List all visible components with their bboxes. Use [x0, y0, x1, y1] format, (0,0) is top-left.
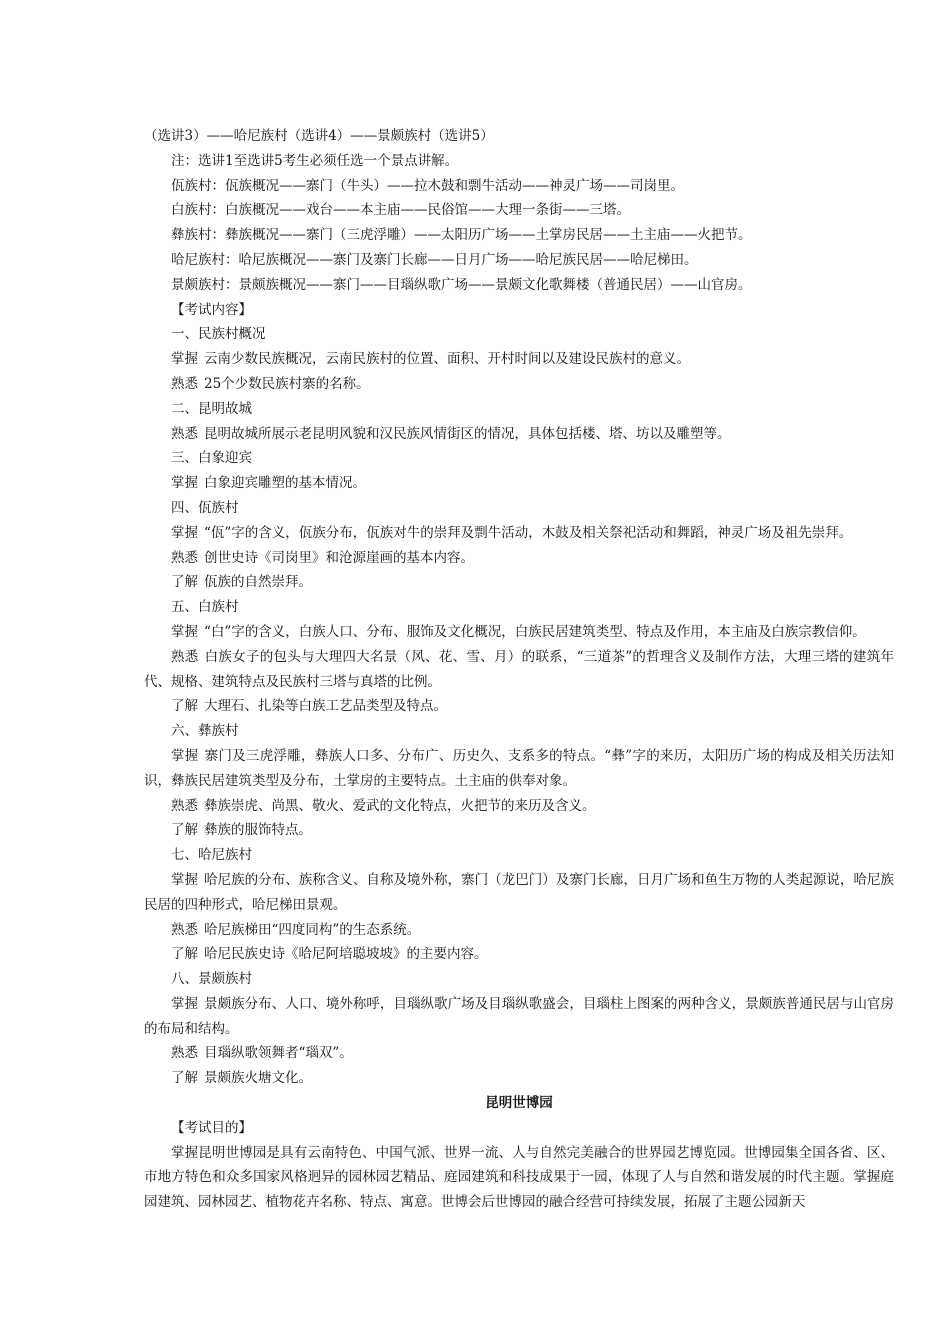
requirement-text: 创世史诗《司岗里》和沧源崖画的基本内容。	[204, 549, 474, 566]
requirement-paragraph	[144, 694, 894, 719]
level-term: 熟悉	[171, 797, 198, 814]
requirement-text: 昆明故城所展示老昆明风貌和汉民族风情街区的情况，具体包括楼、塔、坊以及雕塑等。	[204, 425, 731, 442]
requirement-text: 寨门及三虎浮雕，彝族人口多、分布广、历史久、支系多的特点。“彝”字的来历，太阳历广场的构成及相关历法知识，彝族民居建筑类型及分布，土掌房的主要特点。土主庙的供奉对象。	[144, 747, 895, 789]
section-heading: 八、景颇族村	[171, 971, 252, 988]
requirement-paragraph	[144, 818, 894, 843]
requirement-paragraph	[144, 422, 894, 447]
requirement-paragraph	[144, 744, 894, 794]
requirement-text: 目瑙纵歌领舞者“瑙双”。	[204, 1045, 353, 1062]
requirement-text: 大理石、扎染等白族工艺品类型及特点。	[204, 698, 447, 715]
requirement-text: 云南少数民族概况，云南民族村的位置、面积、开村时间以及建设民族村的意义。	[204, 351, 690, 368]
requirement-text: 哈尼民族史诗《哈尼阿培聪坡坡》的主要内容。	[204, 946, 488, 963]
requirement-paragraph	[144, 471, 894, 496]
requirement-paragraph	[144, 645, 894, 695]
level-term: 掌握	[171, 351, 198, 368]
page-title: 昆明世博园	[485, 1095, 553, 1112]
requirement-text: 哈尼族梯田“四度同构”的生态系统。	[204, 921, 421, 938]
section-heading: 七、哈尼族村	[171, 847, 252, 864]
level-term: 掌握	[171, 747, 199, 764]
requirement-paragraph	[144, 521, 894, 546]
route-hani: 哈尼族村：哈尼族概况——寨门及寨门长廊——日月广场——哈尼族民居——哈尼梯田。	[171, 251, 698, 268]
level-term: 熟悉	[171, 921, 198, 938]
section-heading-exam-goal: 【考试目的】	[171, 1119, 252, 1136]
level-term: 熟悉	[171, 375, 198, 392]
level-term: 掌握	[171, 623, 198, 640]
section-heading: 六、彝族村	[171, 723, 239, 740]
requirement-text: 景颇族火塘文化。	[204, 1070, 312, 1087]
route-yi: 彝族村：彝族概况——寨门（三虎浮雕）——太阳历广场——土掌房民居——土主庙——火把节。	[171, 227, 752, 244]
section-heading-exam-content: 【考试内容】	[171, 301, 252, 318]
requirement-paragraph	[144, 372, 894, 397]
requirement-paragraph	[144, 868, 894, 918]
requirement-text: 哈尼族的分布、族称含义、自称及境外称，寨门（龙巴门）及寨门长廊，日月广场和鱼生万物的人类起源说，哈尼族民居的四种形式，哈尼梯田景观。	[144, 871, 895, 913]
level-term: 了解	[171, 1070, 198, 1087]
requirement-text: 彝族的服饰特点。	[204, 822, 312, 839]
level-term: 掌握	[171, 871, 199, 888]
level-term: 熟悉	[171, 549, 198, 566]
requirement-text: 25个少数民族村寨的名称。	[204, 375, 370, 392]
level-term: 熟悉	[171, 648, 199, 665]
requirement-text: 彝族崇虎、尚黑、敬火、爱武的文化特点，火把节的来历及含义。	[204, 797, 596, 814]
requirement-paragraph	[144, 942, 894, 967]
requirement-paragraph	[144, 620, 894, 645]
level-term: 了解	[171, 698, 198, 715]
level-term: 掌握	[171, 524, 198, 541]
level-term: 熟悉	[171, 425, 198, 442]
requirement-paragraph	[144, 1041, 894, 1066]
route-jingpo: 景颇族村：景颇族概况——寨门——目瑙纵歌广场——景颇文化歌舞楼（普通民居）——山官房。	[171, 276, 752, 293]
requirement-paragraph	[144, 992, 894, 1042]
level-term: 了解	[171, 946, 198, 963]
route-wa: 佤族村：佤族概况——寨门（牛头）——拉木鼓和剽牛活动——神灵广场——司岗里。	[171, 177, 684, 194]
requirement-text: “白”字的含义，白族人口、分布、服饰及文化概况，白族民居建筑类型、特点及作用，本主庙及白族宗教信仰。	[204, 623, 866, 640]
level-term: 掌握	[171, 995, 199, 1012]
requirement-paragraph	[144, 918, 894, 943]
requirement-text: 白族女子的包头与大理四大名景（风、花、雪、月）的联系，“三道茶”的哲理含义及制作方法，大理三塔的建筑年代、规格、建筑特点及民族村三塔与真塔的比例。	[144, 648, 895, 690]
requirement-paragraph	[144, 570, 894, 595]
requirement-paragraph	[144, 1066, 894, 1091]
requirement-paragraph	[144, 794, 894, 819]
section-heading: 二、昆明故城	[171, 400, 252, 417]
section-heading: 五、白族村	[171, 599, 239, 616]
level-term: 了解	[171, 822, 198, 839]
section-heading: 一、民族村概况	[171, 326, 266, 343]
goal-paragraph: 掌握昆明世博园是具有云南特色、中国气派、世界一流、人与自然完美融合的世界园艺博览园。世博园集全国各省、区、市地方特色和众多国家风格迥异的园林园艺精品、庭园建筑和科技成果于一园，体现了人与自然和谐发展的时代主题。掌握庭园建筑、园林园艺、植物花卉名称、特点、寓意。世博会后世博园的融合经营可持续发展，拓展了主题公园新天	[144, 1144, 894, 1211]
requirement-text: 白象迎宾雕塑的基本情况。	[204, 475, 366, 492]
requirement-paragraph	[144, 347, 894, 372]
text-line: （选讲3）——哈尼族村（选讲4）——景颇族村（选讲5）	[144, 128, 494, 144]
document-page	[144, 124, 894, 1215]
requirement-text: 景颇族分布、人口、境外称呼，目瑙纵歌广场及目瑙纵歌盛会，目瑙柱上图案的两种含义，景颇族普通民居与山官房的布局和结构。	[144, 995, 895, 1037]
requirement-text: 佤族的自然崇拜。	[204, 574, 312, 591]
section-heading: 四、佤族村	[171, 499, 239, 516]
level-term: 熟悉	[171, 1045, 198, 1062]
level-term: 掌握	[171, 475, 198, 492]
requirement-text: “佤”字的含义，佤族分布，佤族对牛的崇拜及剽牛活动，木鼓及相关祭祀活动和舞蹈，神灵广场及祖先崇拜。	[204, 524, 853, 541]
level-term: 了解	[171, 574, 198, 591]
section-heading: 三、白象迎宾	[171, 450, 252, 467]
note-line: 注：选讲1至选讲5考生必须任选一个景点讲解。	[171, 152, 459, 169]
route-bai: 白族村：白族概况——戏台——本主庙——民俗馆——大理一条街——三塔。	[171, 202, 630, 219]
requirement-paragraph	[144, 546, 894, 571]
